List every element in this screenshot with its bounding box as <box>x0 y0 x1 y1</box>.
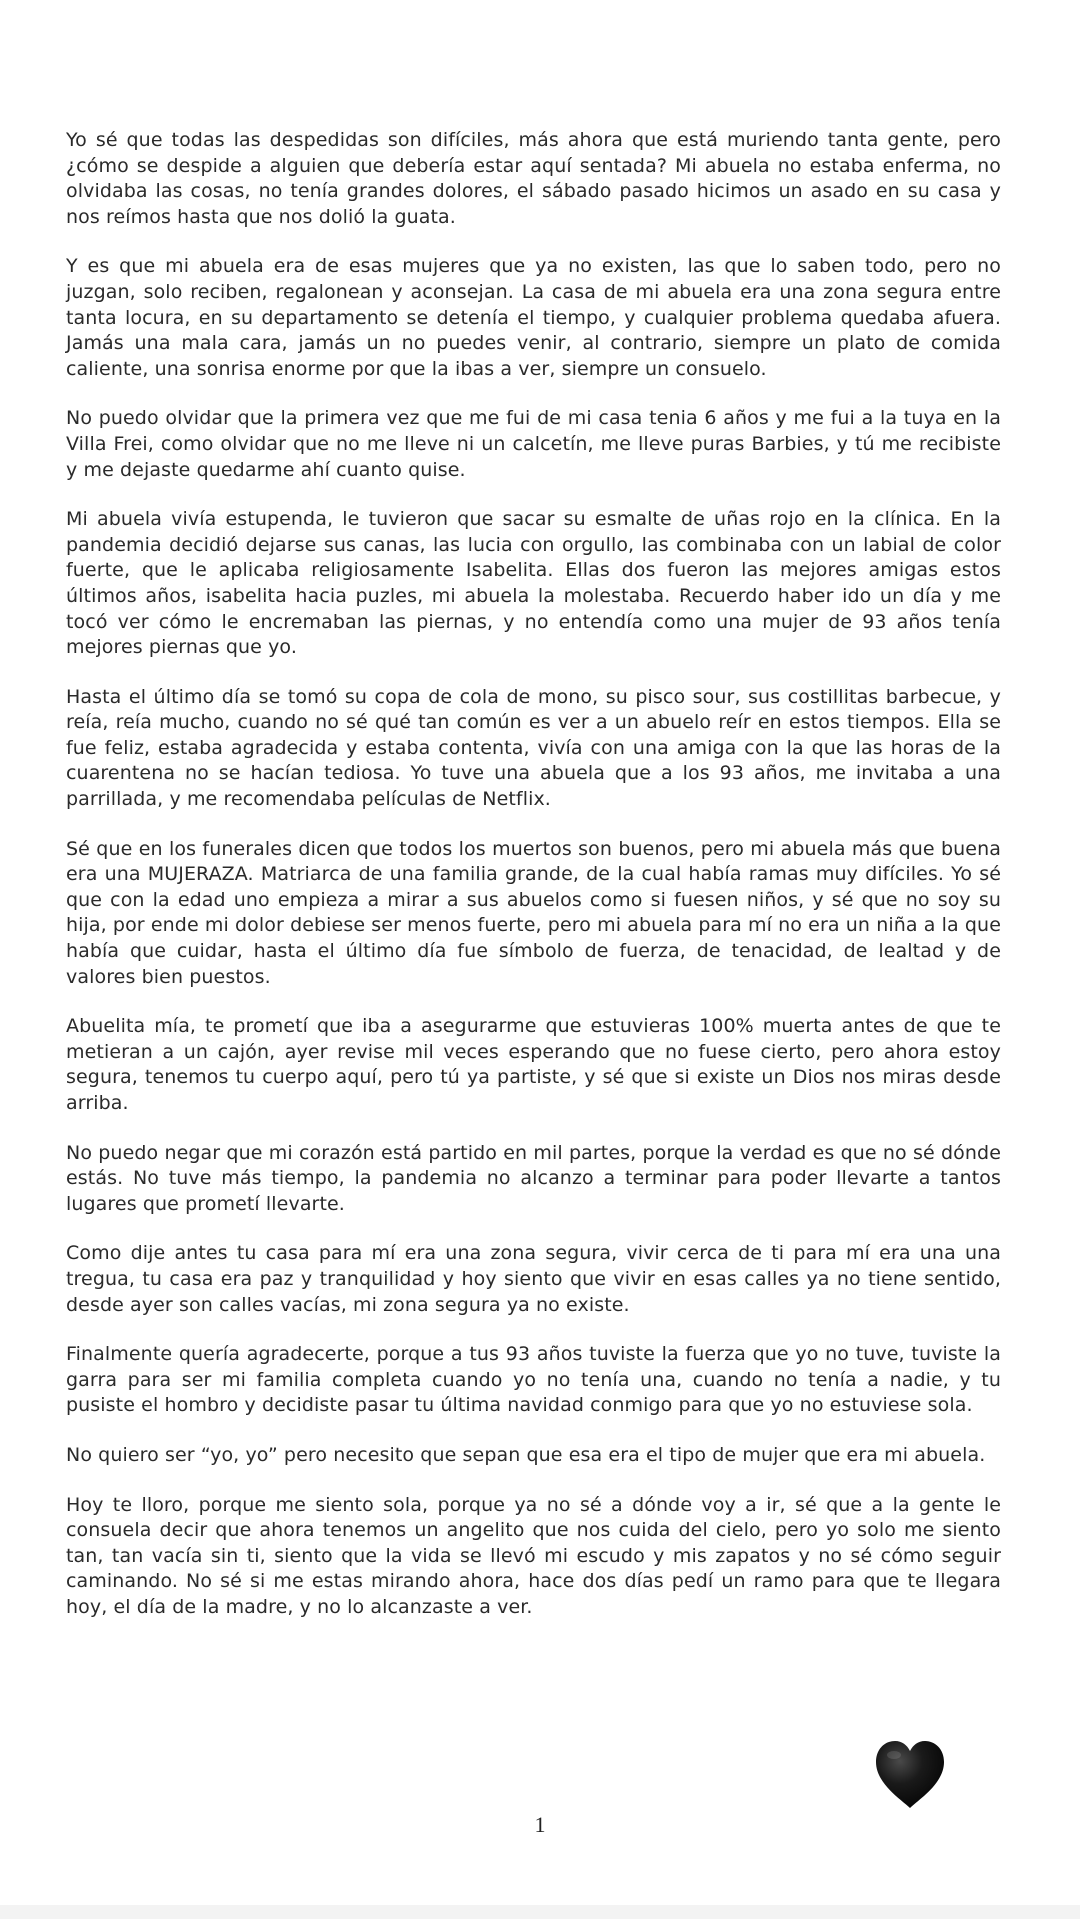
paragraph-2: Y es que mi abuela era de esas mujeres que ya no existen, las que lo saben todo, pero no juzgan, solo reciben, regalonean y aconsejan. La casa de mi abuela era una zona segura entre tanta locura, en su departamento se detenía el tiempo, y cualquier problema quedaba afuera. Jamás una mala cara, jamás un no puedes venir, al contrario, siempre un plato de comida caliente, una sonrisa enorme por que la ibas a ver, siempre un consuelo. <box>66 255 1001 380</box>
paragraph-9: Como dije antes tu casa para mí era una zona segura, vivir cerca de ti para mí era una una tregua, tu casa era paz y tranquilidad y hoy siento que vivir en esas calles ya no tiene sentido, desde ayer son calles vacías, mi zona segura ya no existe. <box>66 1242 1001 1316</box>
paragraph-1: Yo sé que todas las despedidas son difíciles, más ahora que está muriendo tanta gente, pero ¿cómo se despide a alguien que debería estar aquí sentada? Mi abuela no estaba enferma, no olvidaba las cosas, no tenía grandes dolores, el sábado pasado hicimos un asado en su casa y nos reímos hasta que nos dolió la guata. <box>66 129 1001 228</box>
paragraph-8: No puedo negar que mi corazón está partido en mil partes, porque la verdad es que no sé dónde estás. No tuve más tiempo, la pandemia no alcanzo a terminar para poder llevarte a tantos lugares que prometí llevarte. <box>66 1141 1001 1215</box>
paragraph-7: Abuelita mía, te prometí que iba a asegurarme que estuvieras 100% muerta antes de que te metieran a un cajón, ayer revise mil veces esperando que no fuese cierto, pero ahora estoy segura, tenemos tu cuerpo aquí, pero tú ya partiste, y sé que si existe un Dios nos miras desde arriba. <box>66 1015 1001 1114</box>
page-number: 1 <box>534 1812 546 1837</box>
paragraph-11: No quiero ser “yo, yo” pero necesito que sepan que esa era el tipo de mujer que era mi abuela. <box>66 1443 986 1466</box>
letter-body <box>66 128 1001 1645</box>
paragraph-4: Mi abuela vivía estupenda, le tuvieron que sacar su esmalte de uñas rojo en la clínica. En la pandemia decidió dejarse sus canas, las lucia con orgullo, las combinaba con un labial de color fuerte, que le aplicaba religiosamente Isabelita. Ellas dos fueron las mejores amigas estos últimos años, isabelita hacia puzles, mi abuela la molestaba. Recuerdo haber ido un día y me tocó ver cómo le encremaban las piernas, y no entendía como una mujer de 93 años tenía mejores piernas que yo. <box>66 508 1001 659</box>
bottom-edge <box>0 1905 1080 1919</box>
paragraph-3: No puedo olvidar que la primera vez que me fui de mi casa tenia 6 años y me fui a la tuya en la Villa Frei, como olvidar que no me lleve ni un calcetín, me lleve puras Barbies, y tú me recibiste y me dejaste quedarme ahí cuanto quise. <box>66 407 1001 481</box>
paragraph-5: Hasta el último día se tomó su copa de cola de mono, su pisco sour, sus costillitas barbecue, y reía, reía mucho, cuando no sé qué tan común es ver a un abuelo reír en estos tiempos. Ella se fue feliz, estaba agradecida y estaba contenta, vivía con una amiga con la que las horas de la cuarentena no se hacían tediosa. Yo tuve una abuela que a los 93 años, me invitaba a una parrillada, y me recomendaba películas de Netflix. <box>66 685 1001 811</box>
paragraph-12: Hoy te lloro, porque me siento sola, porque ya no sé a dónde voy a ir, sé que a la gente le consuela decir que ahora tenemos un angelito que nos cuida del cielo, pero yo solo me siento tan, tan vacía sin ti, siento que la vida se llevó mi escudo y mis zapatos y no sé cómo seguir caminando. No sé si me estas mirando ahora, hace dos días pedí un ramo para que te llegara hoy, el día de la madre, y no lo alcanzaste a ver. <box>66 1493 1001 1618</box>
black-heart-icon <box>872 1738 948 1812</box>
paragraph-10: Finalmente quería agradecerte, porque a tus 93 años tuviste la fuerza que yo no tuve, tuviste la garra para ser mi familia completa cuando yo no tenía una, cuando no tenía a nadie, y tu pusiste el hombro y decidiste pasar tu última navidad conmigo para que yo no estuviese sola. <box>66 1343 1001 1417</box>
paragraph-6: Sé que en los funerales dicen que todos los muertos son buenos, pero mi abuela más que buena era una MUJERAZA. Matriarca de una familia grande, de la cual había ramas muy difíciles. Yo sé que con la edad uno empieza a mirar a sus abuelos como si fuesen niños, y sé que no soy su hija, por ende mi dolor debiese ser menos fuerte, pero mi abuela para mí no era un niña a la que había que cuidar, hasta el último día fue símbolo de fuerza, de tenacidad, de lealtad y de valores bien puestos. <box>66 837 1001 988</box>
